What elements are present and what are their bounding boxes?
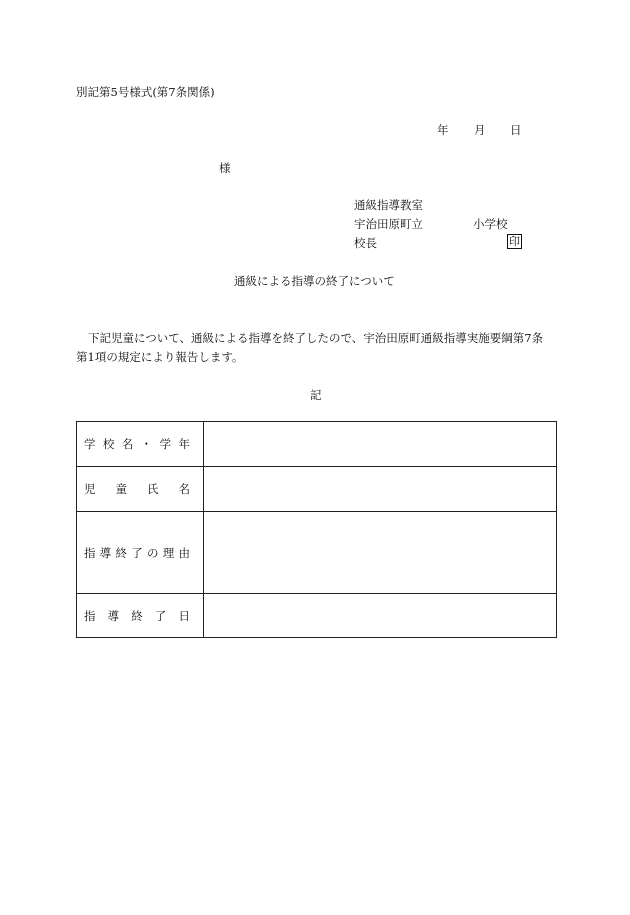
table-row-reason [77,512,557,594]
sender-school-suffix: 小学校 [473,217,508,231]
date-month-label: 月 [474,123,486,137]
sender-classroom: 通級指導教室 [354,198,423,212]
label-char: 氏 [147,482,159,496]
label-char: 導 [107,608,120,623]
date-day-label: 日 [510,123,522,137]
table-row-school-grade [77,422,557,467]
value-student-name[interactable] [204,467,557,512]
label-char: 年 [178,437,190,451]
sender-school-prefix: 宇治田原町立 [354,217,423,231]
label-char: 学 [159,437,172,451]
date-year-label: 年 [437,123,449,137]
seal-text: 印 [509,235,520,248]
form-number: 別記第5号様式(第7条関係) [76,85,215,99]
label-char: 名 [178,482,190,496]
addressee-honorific: 様 [219,161,231,175]
ki-heading: 記 [310,388,322,402]
label-char: の [147,545,159,560]
label-char: 児 [84,482,96,496]
body-line-1: 下記児童について、通級による指導を終了したので、宇治田原町通級指導実施要綱第7条 [88,331,544,345]
label-char: 指 [84,608,96,623]
label-school-grade [77,422,204,467]
seal-mark [507,234,522,249]
value-school-grade[interactable] [204,422,557,467]
label-char: 終 [131,608,143,623]
label-char: 名 [121,437,134,451]
label-char: 理 [162,545,175,560]
table-row-end-date [77,594,557,638]
value-reason[interactable] [204,512,557,594]
label-char: 学 [84,437,96,451]
value-end-date[interactable] [204,594,557,638]
label-student-name [77,467,204,512]
label-char: 童 [115,482,127,496]
label-char: 了 [154,608,167,623]
label-char: 校 [102,437,115,451]
label-char: 指 [84,545,96,560]
label-char: 日 [178,608,190,623]
sender-principal: 校長 [354,236,377,250]
label-char: ・ [140,437,153,451]
label-char: 終 [115,545,127,560]
document-title: 通級による指導の終了について [234,274,395,288]
table-row-student-name [77,467,557,512]
body-line-2: 第1項の規定により報告します。 [76,350,244,364]
label-char: 了 [131,545,143,560]
label-char: 導 [99,545,112,560]
label-end-date [77,594,204,638]
report-table [76,421,557,638]
label-reason [77,512,204,594]
label-char: 由 [178,545,190,560]
